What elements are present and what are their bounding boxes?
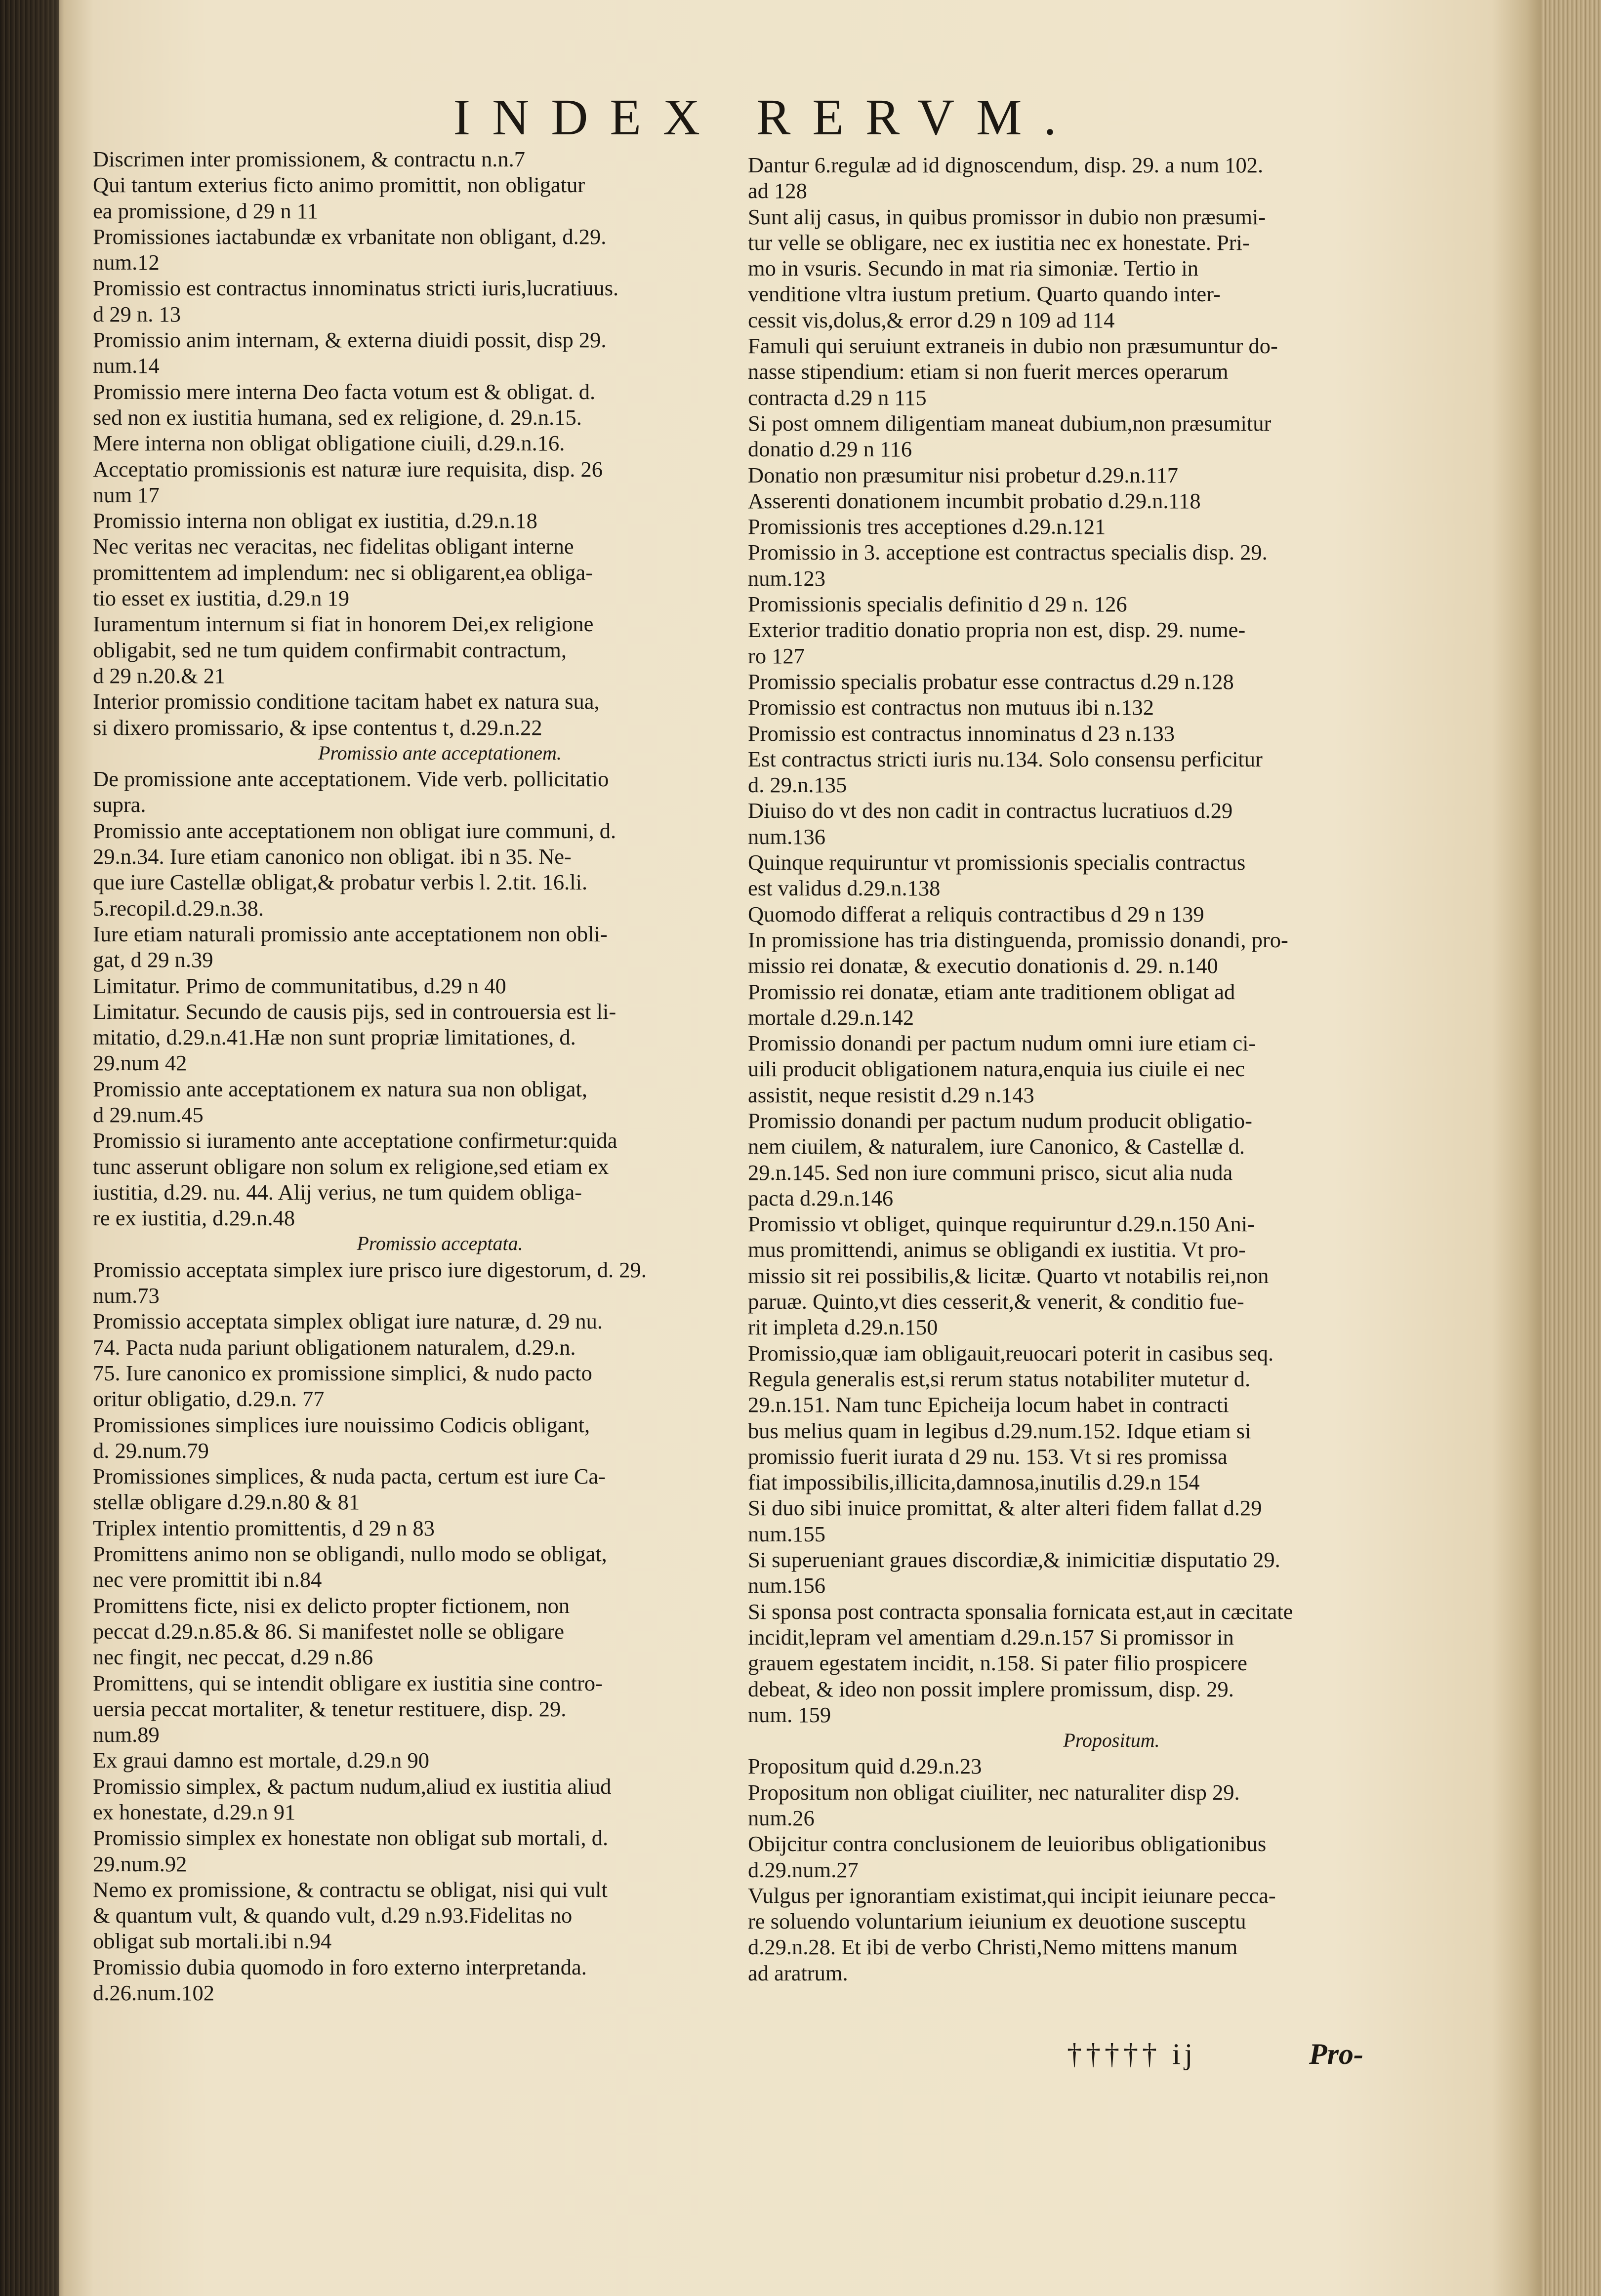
index-line: uersia peccat mortaliter, & tenetur restituere, disp. 29. — [93, 1696, 567, 1721]
index-line: Promissio,quæ iam obligauit,reuocari poterit in casibus seq. — [748, 1340, 1274, 1366]
index-line: Promissiones iactabundæ ex vrbanitate non obligant, d.29. — [93, 224, 607, 249]
index-line: Promissio dubia quomodo in foro externo interpretanda. — [93, 1954, 587, 1979]
index-line: Promissio est contractus innominatus d 23 n.133 — [748, 721, 1175, 746]
index-line: Promissio rei donatæ, etiam ante traditionem obligat ad — [748, 979, 1235, 1004]
section-heading: Propositum. — [1063, 1729, 1160, 1752]
index-line: Si post omnem diligentiam maneat dubium,non præsumitur — [748, 410, 1272, 436]
index-line: Promissio ante acceptationem non obligat iure communi, d. — [93, 818, 616, 843]
index-line: Discrimen inter promissionem, & contractu n.n.7 — [93, 147, 525, 171]
index-line: Promissio acceptata simplex obligat iure naturæ, d. 29 nu. — [93, 1309, 603, 1334]
index-line: Interior promissio conditione tacitam habet ex natura sua, — [93, 689, 600, 714]
index-line: Promissio ante acceptationem ex natura sua non obligat, — [93, 1076, 587, 1101]
index-line: 74. Pacta nuda pariunt obligationem naturalem, d.29.n. — [93, 1334, 576, 1360]
index-line: Promissio anim internam, & externa diuidi possit, disp 29. — [93, 327, 607, 353]
index-line: 29.n.34. Iure etiam canonico non obligat. ibi n 35. Ne- — [93, 844, 572, 869]
index-line: Promissio donandi per pactum nudum producit obligatio- — [748, 1108, 1252, 1133]
index-line: Regula generalis est,si rerum status notabiliter mutetur d. — [748, 1366, 1251, 1391]
index-line: incidit,lepram vel amentiam d.29.n.157 Si promissor in — [748, 1624, 1234, 1650]
index-line: Promissio interna non obligat ex iustitia, d.29.n.18 — [93, 508, 537, 533]
index-line: promittentem ad implendum: nec si obligarent,ea obliga- — [93, 560, 593, 585]
index-line: d 29 n. 13 — [93, 301, 181, 326]
index-line: Promissiones simplices iure nouissimo Codicis obligant, — [93, 1412, 590, 1437]
index-line: debeat, & ideo non possit implere promissum, disp. 29. — [748, 1676, 1234, 1701]
index-line: num.12 — [93, 250, 160, 275]
index-line: 5.recopil.d.29.n.38. — [93, 895, 264, 921]
index-line: d.26.num.102 — [93, 1980, 214, 2006]
index-line: Quinque requiruntur vt promissionis specialis contractus — [748, 850, 1246, 875]
index-line: bus melius quam in legibus d.29.num.152. Idque etiam si — [748, 1418, 1251, 1443]
page-title: INDEX RERVM. — [453, 89, 1078, 146]
index-line: ro 127 — [748, 643, 805, 668]
index-line: Famuli qui seruiunt extraneis in dubio non præsumuntur do- — [748, 333, 1278, 359]
index-line: Propositum quid d.29.n.23 — [748, 1754, 982, 1779]
index-line: num.89 — [93, 1722, 160, 1747]
index-line: Promissio simplex, & pactum nudum,aliud ex iustitia aliud — [93, 1773, 612, 1799]
index-line: Iuramentum internum si fiat in honorem Dei,ex religione — [93, 611, 594, 637]
index-line: 29.n.151. Nam tunc Epicheija locum habet in contracti — [748, 1392, 1229, 1417]
index-line: nasse stipendium: etiam si non fuerit merces operarum — [748, 359, 1229, 384]
index-line: venditione vltra iustum pretium. Quarto quando inter- — [748, 282, 1221, 307]
index-line: cessit vis,dolus,& error d.29 n 109 ad 114 — [748, 307, 1115, 332]
right-column — [748, 146, 1416, 1986]
index-line: Si sponsa post contracta sponsalia fornicata est,aut in cæcitate — [748, 1599, 1293, 1624]
index-line: d 29 n.20.& 21 — [93, 663, 226, 688]
index-line: num 17 — [93, 482, 160, 507]
section-heading: Promissio ante acceptationem. — [318, 741, 562, 764]
index-line: nem ciuilem, & naturalem, iure Canonico, & Castellæ d. — [748, 1134, 1245, 1159]
left-column — [93, 146, 728, 2006]
index-line: mortale d.29.n.142 — [748, 1005, 914, 1030]
index-line: nec fingit, nec peccat, d.29 n.86 — [93, 1645, 373, 1670]
index-line: Si superueniant graues discordiæ,& inimicitiæ disputatio 29. — [748, 1547, 1280, 1572]
index-line: Acceptatio promissionis est naturæ iure requisita, disp. 26 — [93, 456, 603, 482]
index-line: num.156 — [748, 1573, 825, 1598]
index-line: Promissio est contractus innominatus stricti iuris,lucratiuus. — [93, 276, 619, 301]
index-line: Donatio non præsumitur nisi probetur d.29.n.117 — [748, 462, 1178, 487]
index-line: Propositum non obligat ciuiliter, nec naturaliter disp 29. — [748, 1779, 1240, 1805]
index-line: num.123 — [748, 565, 825, 591]
index-line: Promissio est contractus non mutuus ibi n.132 — [748, 695, 1154, 720]
index-line: donatio d.29 n 116 — [748, 437, 912, 462]
index-line: nec vere promittit ibi n.84 — [93, 1567, 322, 1592]
index-line: sed non ex iustitia humana, sed ex religione, d. 29.n.15. — [93, 404, 582, 430]
index-line: Triplex intentio promittentis, d 29 n 83 — [93, 1515, 435, 1540]
index-line: iustitia, d.29. nu. 44. Alij verius, ne tum quidem obliga- — [93, 1179, 582, 1205]
index-line: num.136 — [748, 824, 825, 849]
binding-gutter — [0, 0, 59, 2296]
index-line: fiat impossibilis,illicita,damnosa,inutilis d.29.n 154 — [748, 1470, 1200, 1495]
index-line: Promissio specialis probatur esse contractus d.29 n.128 — [748, 669, 1234, 694]
index-line: Promissio mere interna Deo facta votum est & obligat. d. — [93, 379, 596, 404]
index-line: Vulgus per ignorantiam existimat,qui incipit ieiunare pecca- — [748, 1883, 1276, 1908]
index-line: re ex iustitia, d.29.n.48 — [93, 1206, 295, 1231]
index-line: Asserenti donationem incumbit probatio d.29.n.118 — [748, 488, 1201, 513]
signature-mark: ††††† ij — [1067, 2038, 1197, 2070]
index-line: si dixero promissario, & ipse contentus t, d.29.n.22 — [93, 715, 542, 740]
index-line: Quomodo differat a reliquis contractibus d 29 n 139 — [748, 901, 1204, 926]
index-line: Diuiso do vt des non cadit in contractus lucratiuos d.29 — [748, 798, 1233, 823]
index-line: Iure etiam naturali promissio ante acceptationem non obli- — [93, 921, 608, 946]
index-line: tio esset ex iustitia, d.29.n 19 — [93, 586, 350, 611]
index-line: Promissio si iuramento ante acceptatione confirmetur:quida — [93, 1128, 617, 1153]
index-line: Promissionis tres acceptiones d.29.n.121 — [748, 514, 1106, 539]
index-line: Mere interna non obligat obligatione ciuili, d.29.n.16. — [93, 431, 565, 456]
section-heading: Promissio acceptata. — [357, 1232, 523, 1255]
index-line: ea promissione, d 29 n 11 — [93, 198, 318, 223]
index-line: Promittens ficte, nisi ex delicto propter fictionem, non — [93, 1593, 570, 1618]
index-line: peccat d.29.n.85.& 86. Si manifestet nolle se obligare — [93, 1618, 565, 1644]
index-line: Promissiones simplices, & nuda pacta, certum est iure Ca- — [93, 1464, 606, 1489]
index-line: Promissio donandi per pactum nudum omni iure etiam ci- — [748, 1031, 1256, 1056]
index-line: Obijcitur contra conclusionem de leuioribus obligationibus — [748, 1831, 1267, 1856]
index-line: mitatio, d.29.n.41.Hæ non sunt propriæ limitationes, d. — [93, 1025, 576, 1050]
index-line: d.29.n.28. Et ibi de verbo Christi,Nemo mittens manum — [748, 1934, 1238, 1960]
index-line: mo in vsuris. Secundo in mat ria simoniæ. Tertio in — [748, 256, 1198, 281]
index-line: oritur obligatio, d.29.n. 77 — [93, 1386, 325, 1411]
index-line: & quantum vult, & quando vult, d.29 n.93.Fidelitas no — [93, 1903, 573, 1928]
index-line: stellæ obligare d.29.n.80 & 81 — [93, 1490, 360, 1515]
index-line: ad 128 — [748, 178, 807, 203]
index-line: Promissio in 3. acceptione est contractus specialis disp. 29. — [748, 540, 1268, 565]
index-line: grauem egestatem incidit, n.158. Si pater filio prospicere — [748, 1651, 1247, 1676]
index-line: ex honestate, d.29.n 91 — [93, 1800, 296, 1824]
index-line: Promittens animo non se obligandi, nullo modo se obligat, — [93, 1541, 607, 1567]
index-line: contracta d.29 n 115 — [748, 385, 927, 410]
index-line: 29.num.92 — [93, 1851, 187, 1876]
index-line: d. 29.n.135 — [748, 772, 847, 798]
index-line: De promissione ante acceptationem. Vide verb. pollicitatio — [93, 766, 609, 792]
index-line: re soluendo voluntarium ieiunium ex deuotione susceptu — [748, 1909, 1246, 1934]
index-line: tur velle se obligare, nec ex iustitia nec ex honestate. Pri- — [748, 230, 1250, 255]
index-line: Promissio vt obliget, quinque requiruntur d.29.n.150 Ani- — [748, 1211, 1255, 1237]
index-line: Limitatur. Secundo de causis pijs, sed in controuersia est li- — [93, 999, 616, 1024]
index-line: Exterior traditio donatio propria non est, disp. 29. nume- — [748, 617, 1246, 643]
index-line: Nemo ex promissione, & contractu se obligat, nisi qui vult — [93, 1877, 608, 1902]
index-line: obligabit, sed ne tum quidem confirmabit contractum, — [93, 637, 567, 662]
index-line: Dantur 6.regulæ ad id dignoscendum, disp. 29. a num 102. — [748, 153, 1264, 177]
index-line: num.26 — [748, 1806, 815, 1830]
index-line: Limitatur. Primo de communitatibus, d.29 n 40 — [93, 973, 506, 998]
index-line: d 29.num.45 — [93, 1102, 204, 1127]
index-line: Promissio acceptata simplex iure prisco iure digestorum, d. 29. — [93, 1257, 647, 1282]
index-line: pacta d.29.n.146 — [748, 1185, 894, 1210]
index-line: Ex graui damno est mortale, d.29.n 90 — [93, 1748, 429, 1773]
page-edges — [1541, 0, 1601, 2296]
index-line: promissio fuerit iurata d 29 nu. 153. Vt si res promissa — [748, 1444, 1228, 1469]
index-line: 29.n.145. Sed non iure communi prisco, sicut alia nuda — [748, 1160, 1233, 1185]
index-line: ad aratrum. — [748, 1960, 848, 1985]
index-line: Est contractus stricti iuris nu.134. Solo consensu perficitur — [748, 746, 1263, 771]
index-line: In promissione has tria distinguenda, promissio donandi, pro- — [748, 927, 1288, 952]
index-line: Promittens, qui se intendit obligare ex iustitia sine contro- — [93, 1670, 603, 1695]
index-line: missio rei donatæ, & executio donationis d. 29. n.140 — [748, 953, 1218, 978]
index-line: tunc asserunt obligare non solum ex religione,sed etiam ex — [93, 1154, 609, 1179]
index-line: missio sit rei possibilis,& licitæ. Quarto vt notabilis rei,non — [748, 1263, 1269, 1288]
index-line: Qui tantum exterius ficto animo promittit, non obligatur — [93, 172, 585, 198]
index-line: supra. — [93, 792, 146, 817]
index-line: est validus d.29.n.138 — [748, 876, 941, 901]
index-line: num. 159 — [748, 1702, 831, 1727]
index-line: num.155 — [748, 1521, 825, 1546]
index-line: assistit, neque resistit d.29 n.143 — [748, 1082, 1034, 1107]
index-line: gat, d 29 n.39 — [93, 947, 213, 972]
index-line: Promissionis specialis definitio d 29 n. 126 — [748, 592, 1127, 617]
index-line: 75. Iure canonico ex promissione simplici, & nudo pacto — [93, 1360, 592, 1385]
catchword: Pro- — [1309, 2038, 1363, 2070]
index-line: mus promittendi, animus se obligandi ex iustitia. Vt pro- — [748, 1237, 1246, 1262]
index-line: d. 29.num.79 — [93, 1438, 209, 1463]
index-line: uili producit obligationem natura,enquia ius ciuile ei nec — [748, 1056, 1245, 1082]
index-line: Si duo sibi inuice promittat, & alter alteri fidem fallat d.29 — [748, 1495, 1262, 1521]
index-line: num.73 — [93, 1283, 160, 1308]
index-line: num.14 — [93, 353, 160, 378]
index-line: paruæ. Quinto,vt dies cesserit,& venerit, & conditio fue- — [748, 1289, 1244, 1314]
index-line: 29.num 42 — [93, 1050, 187, 1076]
index-line: rit impleta d.29.n.150 — [748, 1315, 938, 1340]
index-line: que iure Castellæ obligat,& probatur verbis l. 2.tit. 16.li. — [93, 870, 588, 895]
index-line: Nec veritas nec veracitas, nec fidelitas obligant interne — [93, 534, 574, 559]
index-line: Sunt alij casus, in quibus promissor in dubio non præsumi- — [748, 204, 1266, 229]
index-line: Promissio simplex ex honestate non obligat sub mortali, d. — [93, 1825, 609, 1851]
index-line: d.29.num.27 — [748, 1857, 859, 1882]
index-line: obligat sub mortali.ibi n.94 — [93, 1929, 332, 1954]
